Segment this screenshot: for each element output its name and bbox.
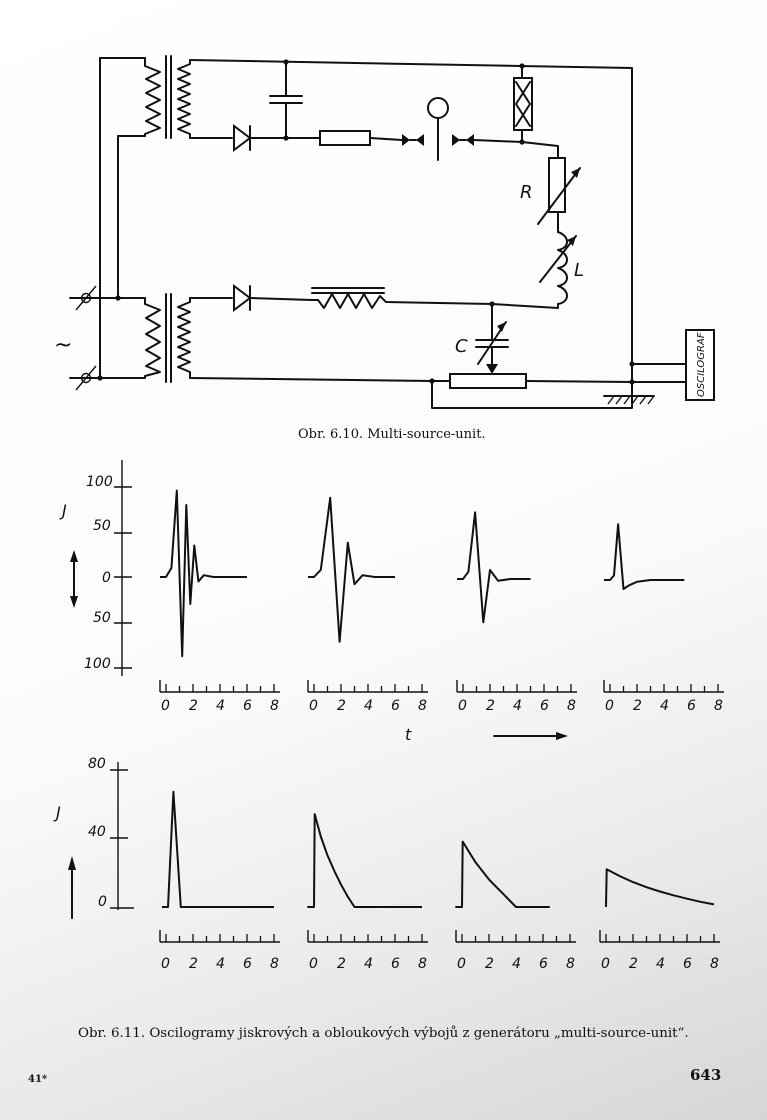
ac-source-symbol: ~ — [54, 333, 73, 358]
x-tick-label: 4 — [364, 698, 373, 714]
x-tick-label: 8 — [418, 698, 427, 714]
oscillogram-curve-6 — [307, 814, 422, 907]
signature-mark: 41* — [28, 1074, 48, 1085]
bottom-y-tick-80: 80 — [88, 756, 106, 772]
x-tick-label: 2 — [629, 956, 638, 972]
top-y-tick-50-upper: 50 — [93, 518, 111, 534]
bottom-y-tick-40: 40 — [88, 824, 106, 840]
top-y-tick-50-lower: 50 — [93, 610, 111, 626]
x-tick-label: 2 — [337, 956, 346, 972]
bottom-y-symbol: J — [56, 803, 61, 822]
x-tick-label: 0 — [161, 956, 170, 972]
x-tick-label: 2 — [633, 698, 642, 714]
top-y-tick-100-lower: 100 — [84, 656, 111, 672]
x-tick-label: 4 — [656, 956, 665, 972]
oscillogram-curve-8 — [606, 869, 714, 907]
x-tick-label: 4 — [512, 956, 521, 972]
x-tick-label: 4 — [216, 698, 225, 714]
x-tick-label: 8 — [566, 956, 575, 972]
x-tick-label: 2 — [486, 698, 495, 714]
x-tick-label: 2 — [485, 956, 494, 972]
oscillogram-plots — [160, 491, 724, 972]
oscillogram-curve-4 — [604, 524, 684, 589]
figure-6-11-caption: Obr. 6.11. Oscilogramy jiskrových a obloukových výbojů z generátoru „multi-source-unit“. — [78, 1026, 689, 1041]
x-tick-label: 4 — [364, 956, 373, 972]
time-symbol: t — [405, 725, 412, 744]
x-tick-label: 8 — [710, 956, 719, 972]
x-tick-label: 6 — [683, 956, 692, 972]
x-tick-label: 6 — [243, 956, 252, 972]
x-tick-label: 8 — [270, 698, 279, 714]
figure-6-10-caption: Obr. 6.10. Multi-source-unit. — [298, 427, 486, 442]
oscillogram-curve-3 — [457, 512, 531, 622]
oscillogram-curve-1 — [160, 491, 247, 657]
x-tick-label: 8 — [418, 956, 427, 972]
x-tick-label: 0 — [601, 956, 610, 972]
x-tick-label: 6 — [540, 698, 549, 714]
x-tick-label: 6 — [687, 698, 696, 714]
x-tick-label: 0 — [605, 698, 614, 714]
x-tick-label: 0 — [458, 698, 467, 714]
x-tick-label: 4 — [660, 698, 669, 714]
top-y-tick-0: 0 — [102, 570, 111, 586]
x-tick-label: 2 — [189, 956, 198, 972]
x-tick-label: 6 — [539, 956, 548, 972]
x-tick-label: 4 — [216, 956, 225, 972]
oscillograph-label: OSCILOGRAF — [696, 332, 707, 397]
label-L: L — [574, 260, 585, 281]
x-tick-label: 6 — [391, 698, 400, 714]
top-y-tick-100-upper: 100 — [86, 474, 113, 490]
oscillogram-curve-2 — [308, 498, 395, 642]
x-tick-label: 0 — [309, 698, 318, 714]
label-R: R — [520, 182, 533, 203]
x-tick-label: 6 — [243, 698, 252, 714]
x-tick-label: 2 — [189, 698, 198, 714]
oscillogram-curve-5 — [162, 792, 274, 907]
x-tick-label: 0 — [161, 698, 170, 714]
x-tick-label: 6 — [391, 956, 400, 972]
oscillogram-curve-7 — [455, 842, 550, 907]
top-y-symbol: J — [62, 501, 67, 520]
x-tick-label: 4 — [513, 698, 522, 714]
x-tick-label: 8 — [270, 956, 279, 972]
label-C: C — [455, 336, 468, 357]
bottom-y-axis — [53, 756, 134, 918]
bottom-y-tick-0: 0 — [98, 894, 107, 910]
x-tick-label: 0 — [457, 956, 466, 972]
x-tick-label: 2 — [337, 698, 346, 714]
top-y-axis — [59, 460, 132, 676]
x-tick-label: 8 — [714, 698, 723, 714]
x-tick-label: 0 — [309, 956, 318, 972]
x-tick-label: 8 — [567, 698, 576, 714]
page-number: 643 — [690, 1066, 722, 1084]
